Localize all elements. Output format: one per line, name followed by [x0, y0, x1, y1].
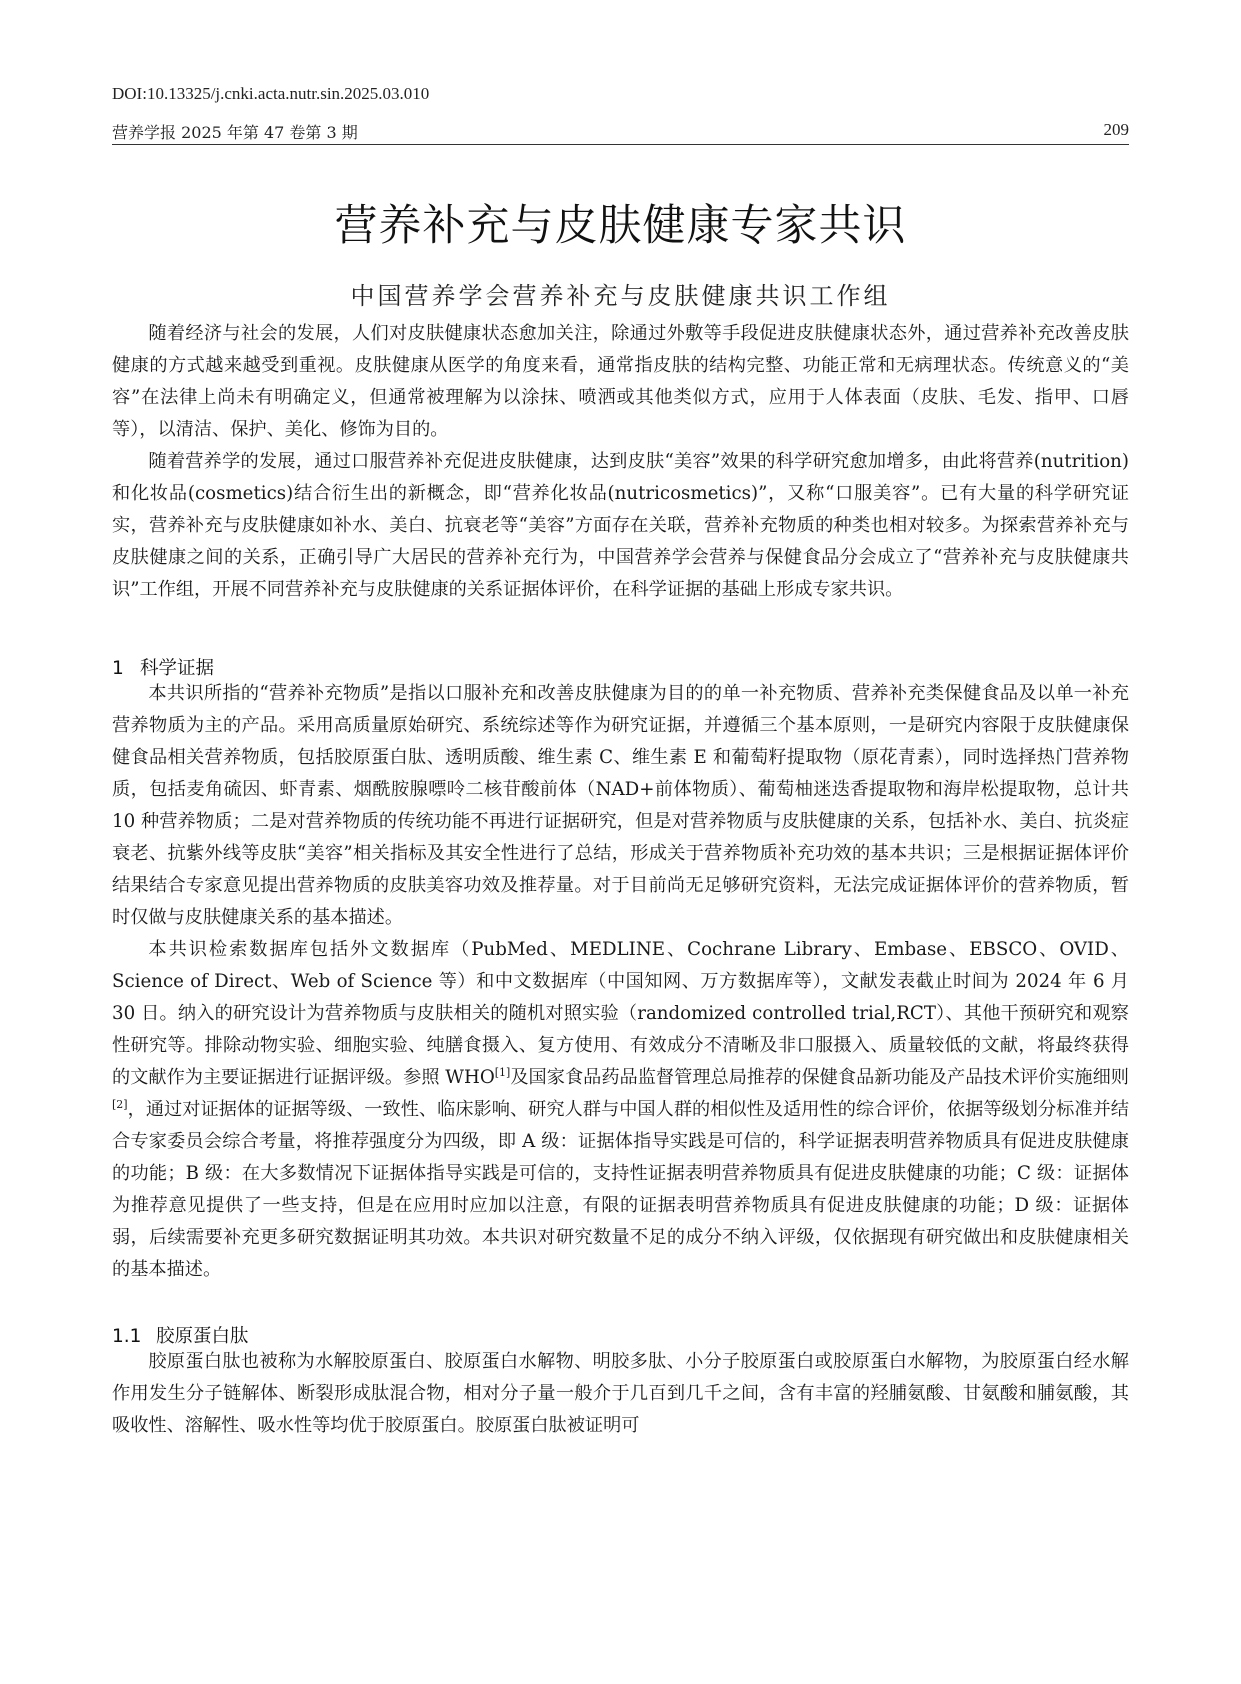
intro-paragraph-2: 随着营养学的发展，通过口服营养补充促进皮肤健康，达到皮肤“美容”效果的科学研究愈加增多，由此将营养(nutrition)和化妆品(cosmetics)结合衍生出的新概念，即“营养化妆品(nutricosmetics)”，又称“口服美容”。已有大量的科学研究证实，营养补充与皮肤健康如补水、美白、抗衰老等“美容”方面存在关联，营养补充物质的种类也相对较多。为探索营养补充与皮肤健康之间的关系，正确引导广大居民的营养补充行为，中国营养学会营养与保健食品分会成立了“营养补充与皮肤健康共识”工作组，开展不同营养补充与皮肤健康的关系证据体评价，在科学证据的基础上形成专家共识。: [112, 451, 1129, 600]
citation-1[interactable]: [1]: [494, 1065, 511, 1079]
section-1-number: 1: [112, 658, 124, 679]
doi-line: DOI:10.13325/j.cnki.acta.nutr.sin.2025.03.010: [112, 84, 430, 103]
header-rule: [112, 144, 1129, 145]
section-1-1-heading: [112, 1322, 249, 1348]
page-number: 209: [1103, 120, 1129, 139]
section-1-paragraph-2-text-c: ，通过对证据体的证据等级、一致性、临床影响、研究人群与中国人群的相似性及适用性的综合评价，依据等级划分标准并结合专家委员会综合考量，将推荐强度分为四级，即 A 级：证据体指导实践是可信的，科学证据表明营养物质具有促进皮肤健康的功能；B 级：在大多数情况下证据体指导实践是可信的，支持性证据表明营养物质具有促进皮肤健康的功能；C 级：证据体为推荐意见提供了一些支持，但是在应用时应加以注意，有限的证据表明营养物质具有促进皮肤健康的功能；D 级：证据体弱，后续需要补充更多研究数据证明其功效。本共识对研究数量不足的成分不纳入评级，仅依据现有研究做出和皮肤健康相关的基本描述。: [112, 1099, 1129, 1280]
section-1-paragraph-2-text-a: 本共识检索数据库包括外文数据库（PubMed、MEDLINE、Cochrane Library、Embase、EBSCO、OVID、Science of Direct、Web of Science 等）和中文数据库（中国知网、万方数据库等），文献发表截止时间为 2024 年 6 月 30 日。纳入的研究设计为营养物质与皮肤相关的随机对照实验（randomized controlled trial,RCT）、其他干预研究和观察性研究等。排除动物实验、细胞实验、纯膳食摄入、复方使用、有效成分不清晰及非口服摄入、质量较低的文献，将最终获得的文献作为主要证据进行证据评级。参照 WHO: [112, 939, 1129, 1088]
intro-paragraph-1: 随着经济与社会的发展，人们对皮肤健康状态愈加关注，除通过外敷等手段促进皮肤健康状态外，通过营养补充改善皮肤健康的方式越来越受到重视。皮肤健康从医学的角度来看，通常指皮肤的结构完整、功能正常和无病理状态。传统意义的“美容”在法律上尚未有明确定义，但通常被理解为以涂抹、喷洒或其他类似方式，应用于人体表面（皮肤、毛发、指甲、口唇等），以清洁、保护、美化、修饰为目的。: [112, 323, 1129, 440]
article-title: 营养补充与皮肤健康专家共识: [334, 201, 907, 251]
citation-2[interactable]: [2]: [112, 1097, 128, 1111]
section-1-heading: [112, 654, 214, 680]
section-1-1-title: 胶原蛋白肽: [156, 1326, 249, 1347]
section-1-paragraph-1: 本共识所指的“营养补充物质”是指以口服补充和改善皮肤健康为目的的单一补充物质、营养补充类保健食品及以单一补充营养物质为主的产品。采用高质量原始研究、系统综述等作为研究证据，并遵循三个基本原则，一是研究内容限于皮肤健康保健食品相关营养物质，包括胶原蛋白肽、透明质酸、维生素 C、维生素 E 和葡萄籽提取物（原花青素），同时选择热门营养物质，包括麦角硫因、虾青素、烟酰胺腺嘌呤二核苷酸前体（NAD+前体物质）、葡萄柚迷迭香提取物和海岸松提取物，总计共 10 种营养物质；二是对营养物质的传统功能不再进行证据研究，但是对营养物质与皮肤健康的关系，包括补水、美白、抗炎症衰老、抗紫外线等皮肤“美容”相关指标及其安全性进行了总结，形成关于营养物质补充功效的基本共识；三是根据证据体评价结果结合专家意见提出营养物质的皮肤美容功效及推荐量。对于目前尚无足够研究资料，无法完成证据体评价的营养物质，暂时仅做与皮肤健康关系的基本描述。: [112, 683, 1129, 928]
intro-section: [112, 318, 1129, 606]
section-1-paragraph-2: [112, 934, 1129, 1286]
section-1-paragraph-2-text-b: 及国家食品药品监督管理总局推荐的保健食品新功能及产品技术评价实施细则: [510, 1067, 1129, 1088]
section-1-1-body: [112, 1346, 1129, 1442]
article-author: 中国营养学会营养补充与皮肤健康共识工作组: [350, 282, 891, 310]
section-1-1-paragraph-1: 胶原蛋白肽也被称为水解胶原蛋白、胶原蛋白水解物、明胶多肽、小分子胶原蛋白或胶原蛋白水解物，为胶原蛋白经水解作用发生分子链解体、断裂形成肽混合物，相对分子量一般介于几百到几千之间，含有丰富的羟脯氨酸、甘氨酸和脯氨酸，其吸收性、溶解性、吸水性等均优于胶原蛋白。胶原蛋白肽被证明可: [112, 1351, 1129, 1436]
section-1-title: 科学证据: [140, 658, 215, 679]
journal-issue: 营养学报 2025 年第 47 卷第 3 期: [112, 123, 358, 142]
section-1-body: [112, 678, 1129, 1286]
section-1-1-number: 1.1: [112, 1326, 142, 1347]
